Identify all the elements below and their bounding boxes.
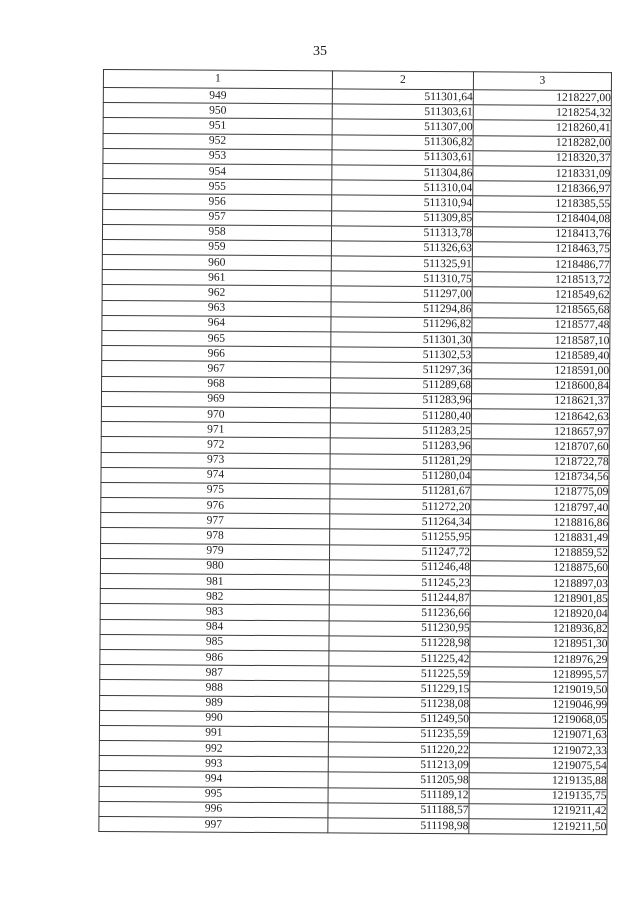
x-coordinate-cell: 511272,20 <box>330 499 471 515</box>
x-coordinate-cell: 511307,00 <box>332 119 473 135</box>
point-number-cell: 980 <box>100 558 329 575</box>
y-coordinate-cell: 1218859,52 <box>471 545 609 561</box>
point-number-cell: 993 <box>99 756 328 773</box>
y-coordinate-cell: 1219046,99 <box>470 697 608 713</box>
x-coordinate-cell: 511230,95 <box>329 620 470 636</box>
x-coordinate-cell: 511310,94 <box>332 195 473 211</box>
x-coordinate-cell: 511228,98 <box>329 636 470 652</box>
x-coordinate-cell: 511247,72 <box>330 545 471 561</box>
point-number-cell: 991 <box>99 725 328 742</box>
y-coordinate-cell: 1218657,97 <box>471 424 609 440</box>
point-number-cell: 956 <box>103 194 332 211</box>
point-number-cell: 977 <box>101 513 330 530</box>
y-coordinate-cell: 1218920,04 <box>470 606 608 622</box>
y-coordinate-cell: 1219072,33 <box>469 743 607 759</box>
point-number-cell: 995 <box>99 786 328 803</box>
x-coordinate-cell: 511229,15 <box>329 681 470 697</box>
x-coordinate-cell: 511205,98 <box>328 772 469 788</box>
x-coordinate-cell: 511225,59 <box>329 666 470 682</box>
point-number-cell: 978 <box>101 528 330 545</box>
y-coordinate-cell: 1218707,60 <box>471 439 609 455</box>
point-number-cell: 969 <box>101 391 330 408</box>
y-coordinate-cell: 1219211,42 <box>469 804 607 820</box>
point-number-cell: 994 <box>99 771 328 788</box>
x-coordinate-cell: 511297,36 <box>331 362 472 378</box>
y-coordinate-cell: 1218797,40 <box>471 500 609 516</box>
point-number-cell: 987 <box>100 665 329 682</box>
y-coordinate-cell: 1218254,32 <box>473 105 611 121</box>
y-coordinate-cell: 1218227,00 <box>473 90 611 106</box>
point-number-cell: 975 <box>101 482 330 499</box>
y-coordinate-cell: 1218901,85 <box>470 591 608 607</box>
y-coordinate-cell: 1218565,68 <box>472 302 610 318</box>
point-number-cell: 974 <box>101 467 330 484</box>
point-number-cell: 970 <box>101 406 330 423</box>
point-number-cell: 963 <box>102 300 331 317</box>
y-coordinate-cell: 1219019,50 <box>470 682 608 698</box>
point-number-cell: 973 <box>101 452 330 469</box>
point-number-cell: 997 <box>99 816 328 833</box>
y-coordinate-cell: 1218320,37 <box>473 151 611 167</box>
point-number-cell: 961 <box>102 270 331 287</box>
x-coordinate-cell: 511283,96 <box>330 393 471 409</box>
y-coordinate-cell: 1219071,63 <box>469 728 607 744</box>
x-coordinate-cell: 511255,95 <box>330 529 471 545</box>
point-number-cell: 958 <box>102 224 331 241</box>
column-header-x: 2 <box>332 71 473 90</box>
x-coordinate-cell: 511301,30 <box>331 332 472 348</box>
y-coordinate-cell: 1218282,00 <box>473 135 611 151</box>
y-coordinate-cell: 1218621,37 <box>471 394 609 410</box>
y-coordinate-cell: 1218260,41 <box>473 120 611 136</box>
point-number-cell: 953 <box>103 148 332 165</box>
y-coordinate-cell: 1218331,09 <box>473 166 611 182</box>
point-number-cell: 979 <box>101 543 330 560</box>
y-coordinate-cell: 1218413,76 <box>472 226 610 242</box>
table-row <box>99 816 607 834</box>
y-coordinate-cell: 1218897,03 <box>470 576 608 592</box>
x-coordinate-cell: 511236,66 <box>329 605 470 621</box>
y-coordinate-cell: 1218591,00 <box>472 363 610 379</box>
point-number-cell: 986 <box>100 649 329 666</box>
y-coordinate-cell: 1219135,88 <box>469 773 607 789</box>
x-coordinate-cell: 511283,96 <box>330 438 471 454</box>
x-coordinate-cell: 511289,68 <box>331 377 472 393</box>
x-coordinate-cell: 511325,91 <box>331 256 472 272</box>
y-coordinate-cell: 1218936,82 <box>470 621 608 637</box>
point-number-cell: 985 <box>100 634 329 651</box>
coordinates-table <box>98 69 612 835</box>
y-coordinate-cell: 1218463,75 <box>472 242 610 258</box>
point-number-cell: 988 <box>100 680 329 697</box>
point-number-cell: 955 <box>103 179 332 196</box>
point-number-cell: 952 <box>103 133 332 150</box>
x-coordinate-cell: 511188,57 <box>328 803 469 819</box>
x-coordinate-cell: 511246,48 <box>329 560 470 576</box>
y-coordinate-cell: 1218600,84 <box>472 378 610 394</box>
y-coordinate-cell: 1218587,10 <box>472 333 610 349</box>
y-coordinate-cell: 1218875,60 <box>470 561 608 577</box>
point-number-cell: 982 <box>100 589 329 606</box>
y-coordinate-cell: 1218404,08 <box>473 211 611 227</box>
point-number-cell: 990 <box>99 710 328 727</box>
y-coordinate-cell: 1218642,63 <box>471 409 609 425</box>
x-coordinate-cell: 511309,85 <box>332 210 473 226</box>
x-coordinate-cell: 511281,67 <box>330 484 471 500</box>
x-coordinate-cell: 511294,86 <box>331 302 472 318</box>
y-coordinate-cell: 1219075,54 <box>469 758 607 774</box>
point-number-cell: 962 <box>102 285 331 302</box>
x-coordinate-cell: 511213,09 <box>328 757 469 773</box>
point-number-cell: 964 <box>102 315 331 332</box>
point-number-cell: 951 <box>103 118 332 135</box>
x-coordinate-cell: 511281,29 <box>330 453 471 469</box>
x-coordinate-cell: 511245,23 <box>329 575 470 591</box>
x-coordinate-cell: 511283,25 <box>330 423 471 439</box>
x-coordinate-cell: 511238,08 <box>329 696 470 712</box>
x-coordinate-cell: 511244,87 <box>329 590 470 606</box>
y-coordinate-cell: 1218976,29 <box>470 652 608 668</box>
point-number-cell: 965 <box>102 330 331 347</box>
x-coordinate-cell: 511326,63 <box>331 241 472 257</box>
y-coordinate-cell: 1218734,56 <box>471 469 609 485</box>
x-coordinate-cell: 511198,98 <box>328 818 469 834</box>
x-coordinate-cell: 511306,82 <box>332 134 473 150</box>
y-coordinate-cell: 1218549,62 <box>472 287 610 303</box>
column-header-point: 1 <box>103 70 332 89</box>
y-coordinate-cell: 1218831,49 <box>471 530 609 546</box>
x-coordinate-cell: 511303,61 <box>332 150 473 166</box>
table-body <box>99 88 612 835</box>
point-number-cell: 966 <box>102 346 331 363</box>
y-coordinate-cell: 1218722,78 <box>471 454 609 470</box>
point-number-cell: 984 <box>100 619 329 636</box>
x-coordinate-cell: 511301,64 <box>332 89 473 105</box>
point-number-cell: 971 <box>101 422 330 439</box>
y-coordinate-cell: 1218951,30 <box>470 637 608 653</box>
y-coordinate-cell: 1218816,86 <box>471 515 609 531</box>
x-coordinate-cell: 511220,22 <box>328 742 469 758</box>
x-coordinate-cell: 511280,40 <box>330 408 471 424</box>
x-coordinate-cell: 511235,59 <box>328 727 469 743</box>
y-coordinate-cell: 1218486,77 <box>472 257 610 273</box>
point-number-cell: 976 <box>101 498 330 515</box>
point-number-cell: 957 <box>103 209 332 226</box>
x-coordinate-cell: 511249,50 <box>328 712 469 728</box>
point-number-cell: 968 <box>102 376 331 393</box>
point-number-cell: 949 <box>103 88 332 105</box>
y-coordinate-cell: 1218775,09 <box>471 485 609 501</box>
x-coordinate-cell: 511310,75 <box>331 271 472 287</box>
point-number-cell: 983 <box>100 604 329 621</box>
y-coordinate-cell: 1218366,97 <box>473 181 611 197</box>
x-coordinate-cell: 511297,00 <box>331 286 472 302</box>
point-number-cell: 959 <box>102 239 331 256</box>
x-coordinate-cell: 511280,04 <box>330 469 471 485</box>
point-number-cell: 981 <box>100 573 329 590</box>
x-coordinate-cell: 511189,12 <box>328 788 469 804</box>
x-coordinate-cell: 511303,61 <box>332 104 473 120</box>
y-coordinate-cell: 1219068,05 <box>469 712 607 728</box>
point-number-cell: 989 <box>100 695 329 712</box>
x-coordinate-cell: 511302,53 <box>331 347 472 363</box>
page-number: 35 <box>313 44 327 59</box>
point-number-cell: 992 <box>99 741 328 758</box>
y-coordinate-cell: 1218577,48 <box>472 318 610 334</box>
point-number-cell: 960 <box>102 255 331 272</box>
point-number-cell: 967 <box>102 361 331 378</box>
y-coordinate-cell: 1219211,50 <box>469 819 607 835</box>
y-coordinate-cell: 1218995,57 <box>470 667 608 683</box>
x-coordinate-cell: 511304,86 <box>332 165 473 181</box>
y-coordinate-cell: 1219135,75 <box>469 788 607 804</box>
column-header-y: 3 <box>473 72 611 91</box>
point-number-cell: 996 <box>99 801 328 818</box>
y-coordinate-cell: 1218385,55 <box>473 196 611 212</box>
x-coordinate-cell: 511313,78 <box>331 226 472 242</box>
point-number-cell: 950 <box>103 103 332 120</box>
x-coordinate-cell: 511225,42 <box>329 651 470 667</box>
x-coordinate-cell: 511310,04 <box>332 180 473 196</box>
point-number-cell: 954 <box>103 163 332 180</box>
x-coordinate-cell: 511264,34 <box>330 514 471 530</box>
y-coordinate-cell: 1218589,40 <box>472 348 610 364</box>
point-number-cell: 972 <box>101 437 330 454</box>
y-coordinate-cell: 1218513,72 <box>472 272 610 288</box>
x-coordinate-cell: 511296,82 <box>331 317 472 333</box>
coordinates-table-container <box>98 69 611 835</box>
